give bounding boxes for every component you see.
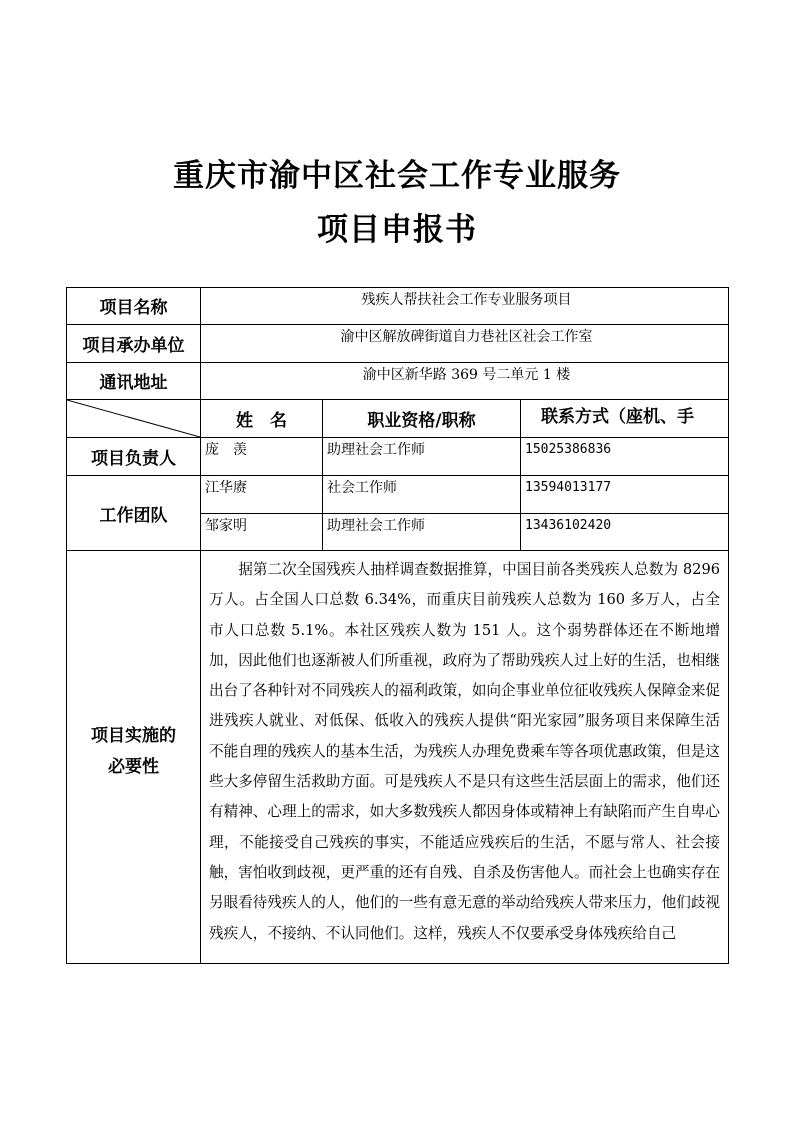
- address-label: 通讯地址: [67, 363, 201, 400]
- document-title-line2: 项目申报书: [317, 212, 477, 248]
- project-name-label: 项目名称: [67, 288, 201, 325]
- undertaker-label: 项目承办单位: [67, 325, 201, 363]
- team-member-qualification: 助理社会工作师: [323, 514, 521, 551]
- undertaker-value: 渝中区解放碑街道自力巷社区社会工作室: [201, 325, 729, 363]
- row-undertaker: [67, 325, 729, 363]
- contact-column-header: 联系方式（座机、手: [521, 400, 729, 438]
- diagonal-header-cell: [67, 400, 201, 438]
- row-address: [67, 363, 729, 400]
- team-member-phone: 13436102420: [521, 514, 729, 551]
- team-member-name: 邹家明: [201, 514, 323, 551]
- team-member-qualification: 社会工作师: [323, 476, 521, 514]
- leader-phone: 15025386836: [521, 438, 729, 476]
- team-label: 工作团队: [67, 476, 201, 551]
- necessity-label: [67, 551, 201, 964]
- leader-name: 庞 羡: [201, 438, 323, 476]
- diagonal-line: [67, 400, 200, 437]
- leader-qualification: 助理社会工作师: [323, 438, 521, 476]
- necessity-text: 据第二次全国残疾人抽样调查数据推算，中国目前各类残疾人总数为 8296 万人。占全国人口总数 6.34%，而重庆目前残疾人总数为 160 多万人，占全市人口总数 5.1%。本社区残疾人数为 151 人。这个弱势群体还在不断地增加，因此他们也逐渐被人们所重视，政府为了帮助残疾人过上好的生活，也相继出台了各种针对不同残疾人的福利政策，如向企事业单位征收残疾人保障金来促进残疾人就业、对低保、低收入的残疾人提供“阳光家园”服务项目来保障生活不能自理的残疾人的基本生活，为残疾人办理免费乘车等各项优惠政策，但是这些大多停留生活救助方面。可是残疾人不是只有这些生活层面上的需求，他们还有精神、心理上的需求，如大多数残疾人都因身体或精神上有缺陷而产生自卑心理，不能接受自己残疾的事实，不能适应残疾后的生活，不愿与常人、社会接触，害怕收到歧视，更严重的还有自残、自杀及伤害他人。而社会上也确实存在另眼看待残疾人的人，他们的一些有意无意的举动给残疾人带来压力，他们歧视残疾人，不接纳、不认同他们。这样，残疾人不仅要承受身体残疾给自己: [201, 551, 729, 964]
- row-project-leader: [67, 438, 729, 476]
- document-title-line1: 重庆市渝中区社会工作专业服务: [173, 158, 621, 194]
- row-team-member-1: [67, 476, 729, 514]
- application-form-table: [66, 287, 729, 964]
- necessity-label-line1: 项目实施的: [91, 726, 176, 746]
- row-project-name: [67, 288, 729, 325]
- qualification-column-header: 职业资格/职称: [323, 400, 521, 438]
- necessity-label-line2: 必要性: [108, 757, 159, 777]
- row-necessity: [67, 551, 729, 964]
- row-personnel-header: [67, 400, 729, 438]
- team-member-phone: 13594013177: [521, 476, 729, 514]
- address-value: 渝中区新华路 369 号二单元 1 楼: [201, 363, 729, 400]
- team-member-name: 江华赓: [201, 476, 323, 514]
- project-name-value: 残疾人帮扶社会工作专业服务项目: [201, 288, 729, 325]
- name-column-header: 姓 名: [201, 400, 323, 438]
- leader-label: 项目负责人: [67, 438, 201, 476]
